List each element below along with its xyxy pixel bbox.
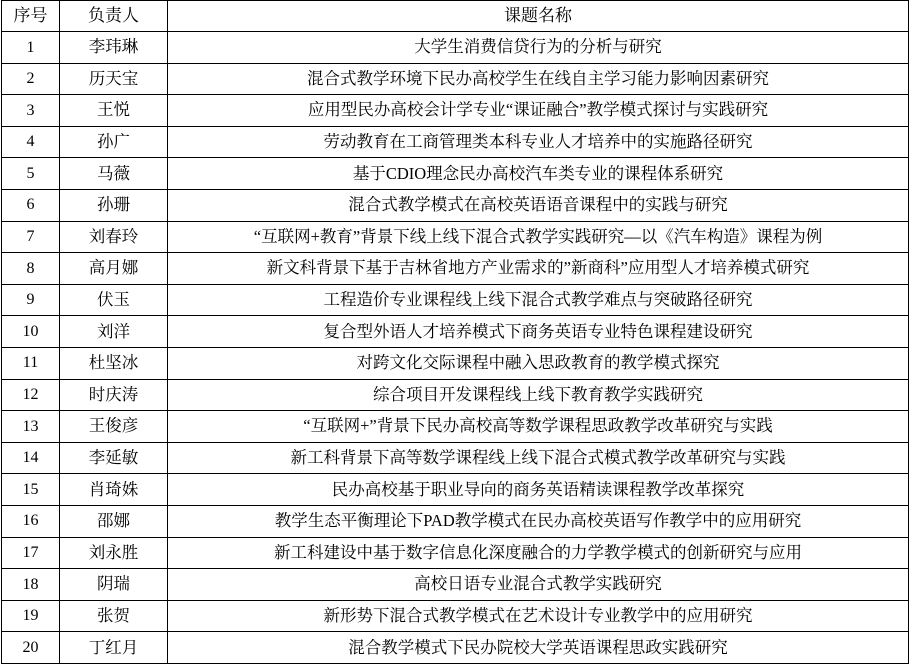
cell-index: 1 bbox=[2, 32, 60, 64]
table-header-row bbox=[2, 1, 909, 32]
table-row bbox=[2, 126, 909, 158]
cell-index: 20 bbox=[2, 632, 60, 664]
cell-person: 马薇 bbox=[60, 158, 168, 190]
cell-title: 新工科背景下高等数学课程线上线下混合式模式教学改革研究与实践 bbox=[168, 442, 909, 474]
cell-title: “互联网+教育”背景下线上线下混合式教学实践研究—以《汽车构造》课程为例 bbox=[168, 221, 909, 253]
cell-person: 阴瑞 bbox=[60, 569, 168, 601]
table-row bbox=[2, 632, 909, 664]
cell-index: 11 bbox=[2, 347, 60, 379]
cell-title: 混合式教学模式在高校英语语音课程中的实践与研究 bbox=[168, 189, 909, 221]
cell-index: 9 bbox=[2, 284, 60, 316]
cell-person: 高月娜 bbox=[60, 253, 168, 285]
cell-index: 16 bbox=[2, 505, 60, 537]
cell-person: 刘永胜 bbox=[60, 537, 168, 569]
column-header-index: 序号 bbox=[2, 1, 60, 32]
cell-index: 13 bbox=[2, 411, 60, 443]
column-header-person: 负责人 bbox=[60, 1, 168, 32]
cell-title: 基于CDIO理念民办高校汽车类专业的课程体系研究 bbox=[168, 158, 909, 190]
cell-index: 3 bbox=[2, 95, 60, 127]
cell-person: 王俊彦 bbox=[60, 411, 168, 443]
cell-person: 王悦 bbox=[60, 95, 168, 127]
cell-title: 对跨文化交际课程中融入思政教育的教学模式探究 bbox=[168, 347, 909, 379]
cell-index: 5 bbox=[2, 158, 60, 190]
table-body bbox=[2, 32, 909, 664]
cell-person: 李延敏 bbox=[60, 442, 168, 474]
cell-index: 17 bbox=[2, 537, 60, 569]
cell-title: 大学生消费信贷行为的分析与研究 bbox=[168, 32, 909, 64]
cell-title: 高校日语专业混合式教学实践研究 bbox=[168, 569, 909, 601]
cell-title: 新形势下混合式教学模式在艺术设计专业教学中的应用研究 bbox=[168, 600, 909, 632]
table-header bbox=[2, 1, 909, 32]
cell-title: 民办高校基于职业导向的商务英语精读课程教学改革探究 bbox=[168, 474, 909, 506]
table-row bbox=[2, 505, 909, 537]
cell-title: 综合项目开发课程线上线下教育教学实践研究 bbox=[168, 379, 909, 411]
table-row bbox=[2, 474, 909, 506]
cell-person: 李玮琳 bbox=[60, 32, 168, 64]
cell-person: 杜坚冰 bbox=[60, 347, 168, 379]
cell-index: 6 bbox=[2, 189, 60, 221]
cell-title: 工程造价专业课程线上线下混合式教学难点与突破路径研究 bbox=[168, 284, 909, 316]
table-row bbox=[2, 221, 909, 253]
cell-title: 混合教学模式下民办院校大学英语课程思政实践研究 bbox=[168, 632, 909, 664]
table-row bbox=[2, 95, 909, 127]
table-row bbox=[2, 442, 909, 474]
project-list-table bbox=[1, 0, 909, 664]
cell-person: 张贺 bbox=[60, 600, 168, 632]
cell-person: 历天宝 bbox=[60, 63, 168, 95]
cell-index: 19 bbox=[2, 600, 60, 632]
cell-index: 10 bbox=[2, 316, 60, 348]
cell-person: 刘洋 bbox=[60, 316, 168, 348]
cell-index: 8 bbox=[2, 253, 60, 285]
cell-person: 伏玉 bbox=[60, 284, 168, 316]
cell-person: 肖琦姝 bbox=[60, 474, 168, 506]
cell-person: 孙广 bbox=[60, 126, 168, 158]
table-row bbox=[2, 32, 909, 64]
cell-index: 4 bbox=[2, 126, 60, 158]
cell-index: 12 bbox=[2, 379, 60, 411]
cell-title: 复合型外语人才培养模式下商务英语专业特色课程建设研究 bbox=[168, 316, 909, 348]
cell-person: 时庆涛 bbox=[60, 379, 168, 411]
table-row bbox=[2, 189, 909, 221]
table-row bbox=[2, 158, 909, 190]
table-row bbox=[2, 569, 909, 601]
table-row bbox=[2, 411, 909, 443]
table-row bbox=[2, 253, 909, 285]
cell-person: 丁红月 bbox=[60, 632, 168, 664]
table-row bbox=[2, 316, 909, 348]
table-row bbox=[2, 379, 909, 411]
cell-person: 孙珊 bbox=[60, 189, 168, 221]
column-header-title: 课题名称 bbox=[168, 1, 909, 32]
cell-index: 15 bbox=[2, 474, 60, 506]
cell-index: 7 bbox=[2, 221, 60, 253]
cell-title: “互联网+”背景下民办高校高等数学课程思政教学改革研究与实践 bbox=[168, 411, 909, 443]
cell-title: 新工科建设中基于数字信息化深度融合的力学教学模式的创新研究与应用 bbox=[168, 537, 909, 569]
cell-index: 18 bbox=[2, 569, 60, 601]
cell-title: 混合式教学环境下民办高校学生在线自主学习能力影响因素研究 bbox=[168, 63, 909, 95]
cell-title: 新文科背景下基于吉林省地方产业需求的”新商科”应用型人才培养模式研究 bbox=[168, 253, 909, 285]
table-row bbox=[2, 537, 909, 569]
cell-title: 教学生态平衡理论下PAD教学模式在民办高校英语写作教学中的应用研究 bbox=[168, 505, 909, 537]
table-row bbox=[2, 600, 909, 632]
table-row bbox=[2, 284, 909, 316]
cell-index: 2 bbox=[2, 63, 60, 95]
cell-title: 应用型民办高校会计学专业“课证融合”教学模式探讨与实践研究 bbox=[168, 95, 909, 127]
cell-person: 邵娜 bbox=[60, 505, 168, 537]
cell-title: 劳动教育在工商管理类本科专业人才培养中的实施路径研究 bbox=[168, 126, 909, 158]
cell-person: 刘春玲 bbox=[60, 221, 168, 253]
table-row bbox=[2, 347, 909, 379]
cell-index: 14 bbox=[2, 442, 60, 474]
table-row bbox=[2, 63, 909, 95]
